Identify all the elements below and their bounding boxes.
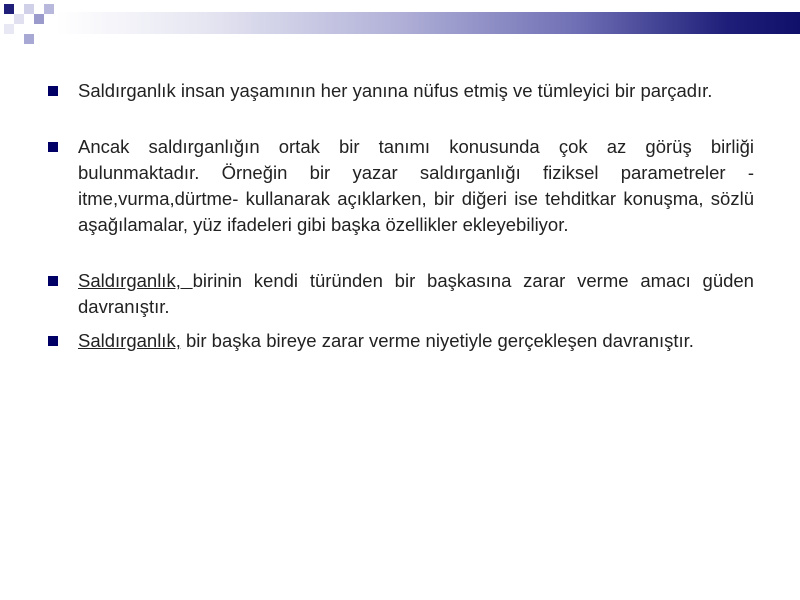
bullet-text: bir başka bireye zarar verme niyetiyle gerçekleşen davranıştır. (180, 330, 694, 351)
decor-square (34, 14, 44, 24)
bullet-item (46, 78, 754, 104)
square-bullet-icon (48, 86, 58, 96)
bullet-underlined-term: Saldırganlık, (78, 330, 181, 351)
decor-square (4, 4, 14, 14)
decor-square (24, 4, 34, 14)
square-bullet-icon (48, 276, 58, 286)
bullet-item (46, 328, 754, 354)
decor-square (14, 14, 24, 24)
decorative-squares (0, 0, 64, 48)
bullet-item (46, 268, 754, 320)
bullet-text: Saldırganlık insan yaşamının her yanına nüfus etmiş ve tümleyici bir parçadır. (78, 80, 713, 101)
bullet-list (46, 78, 754, 354)
bullet-text: Ancak saldırganlığın ortak bir tanımı konusunda çok az görüş birliği bulunmaktadır. Örneğin bir yazar saldırganlığı fiziksel parametreler -itme,vurma,dürtme- kullanarak açıklarken, bir diğeri ise tehditkar konuşma, sözlü aşağılamalar, yüz ifadeleri gibi başka özellikler ekleyebiliyor. (78, 136, 754, 235)
bullet-text: birinin kendi türünden bir başkasına zarar verme amacı güden davranıştır. (78, 270, 754, 317)
square-bullet-icon (48, 336, 58, 346)
decor-square (24, 34, 34, 44)
decor-square (4, 24, 14, 34)
bullet-item (46, 134, 754, 238)
square-bullet-icon (48, 142, 58, 152)
header-gradient-bar (56, 12, 800, 34)
bullet-underlined-term: Saldırganlık, (78, 270, 193, 291)
decor-square (44, 4, 54, 14)
